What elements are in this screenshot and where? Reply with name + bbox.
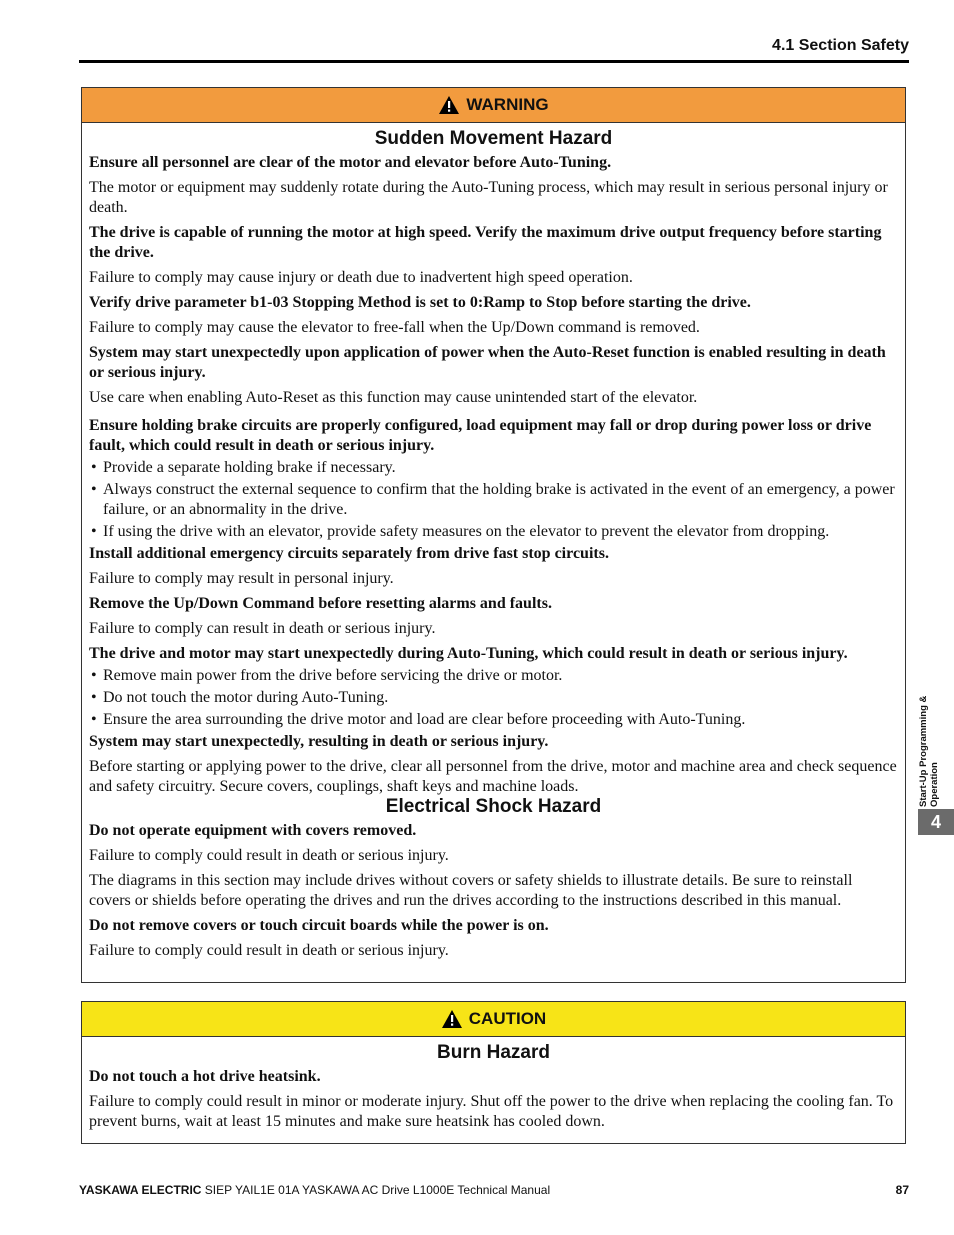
body-text: Failure to comply may cause the elevator to free-fall when the Up/Down command is removed. <box>89 319 700 336</box>
caution-triangle-icon <box>441 1009 463 1029</box>
bullet-list <box>89 666 898 730</box>
body-text: Failure to comply may result in personal injury. <box>89 570 394 587</box>
warning-box <box>81 87 906 983</box>
chapter-tab: 4 <box>918 809 954 835</box>
footer-brand: YASKAWA ELECTRIC <box>79 1183 202 1197</box>
bullet-list <box>89 458 898 542</box>
body-text: Failure to comply could result in death or serious injury. <box>89 847 449 864</box>
caution-box <box>81 1001 906 1144</box>
bold-statement: Ensure all personnel are clear of the motor and elevator before Auto-Tuning. <box>89 154 612 171</box>
body-text: The motor or equipment may suddenly rotate during the Auto-Tuning process, which may result in serious personal injury or death. <box>89 179 888 216</box>
body-text: Failure to comply could result in minor or moderate injury. Shut off the power to the drive when replacing the cooling fan. To prevent burns, wait at least 15 minutes and make sure heatsink has cooled down. <box>89 1093 894 1130</box>
side-tab-label: Start-Up Programming & Operation <box>918 695 940 807</box>
hazard-title-burn: Burn Hazard <box>437 1042 550 1063</box>
body-text: The diagrams in this section may include drives without covers or safety shields to illustrate details. Be sure to reinstall covers or shields before operating the drives and run the drives according to the instructions described in this manual. <box>89 872 853 909</box>
bold-statement: Do not operate equipment with covers removed. <box>89 822 417 839</box>
warning-content <box>82 127 905 961</box>
bold-statement: Install additional emergency circuits separately from drive fast stop circuits. <box>89 545 609 562</box>
page-footer <box>79 1183 909 1197</box>
body-text: Failure to comply could result in death or serious injury. <box>89 942 449 959</box>
header-rule <box>79 60 909 63</box>
bold-statement: Do not remove covers or touch circuit boards while the power is on. <box>89 917 549 934</box>
body-text: Use care when enabling Auto-Reset as this function may cause unintended start of the elevator. <box>89 389 698 406</box>
caution-banner <box>82 1002 905 1037</box>
footer-doc-title: SIEP YAIL1E 01A YASKAWA AC Drive L1000E Technical Manual <box>201 1183 551 1197</box>
bold-statement: System may start unexpectedly upon application of power when the Auto-Reset function is enabled resulting in death or serious injury. <box>89 344 886 381</box>
body-text: Failure to comply can result in death or serious injury. <box>89 620 436 637</box>
bold-statement: The drive is capable of running the motor at high speed. Verify the maximum drive output frequency before starting the drive. <box>89 224 882 261</box>
bold-statement: System may start unexpectedly, resulting in death or serious injury. <box>89 733 549 750</box>
bold-statement: The drive and motor may start unexpectedly during Auto-Tuning, which could result in death or serious injury. <box>89 645 848 662</box>
warning-label: WARNING <box>466 95 549 114</box>
bold-statement: Verify drive parameter b1-03 Stopping Method is set to 0:Ramp to Stop before starting the drive. <box>89 294 751 311</box>
caution-content <box>82 1041 905 1132</box>
page-number: 87 <box>895 1183 909 1197</box>
list-item: • Provide a separate holding brake if necessary. <box>89 458 898 478</box>
hazard-title-movement: Sudden Movement Hazard <box>374 128 613 149</box>
bold-statement: Do not touch a hot drive heatsink. <box>89 1068 321 1085</box>
bold-statement: Ensure holding brake circuits are properly configured, load equipment may fall or drop during power loss or drive fault, which could result in death or serious injury. <box>89 417 872 454</box>
list-item: • Do not touch the motor during Auto-Tuning. <box>89 688 898 708</box>
list-item: • Remove main power from the drive before servicing the drive or motor. <box>89 666 898 686</box>
body-text: Failure to comply may cause injury or death due to inadvertent high speed operation. <box>89 269 633 286</box>
warning-triangle-icon <box>438 95 460 115</box>
body-text: Before starting or applying power to the drive, clear all personnel from the drive, motor and machine area and check sequence and safety circuitry. Secure covers, couplings, shaft keys and machine loads. <box>89 758 897 795</box>
list-item: • Ensure the area surrounding the drive motor and load are clear before proceeding with Auto-Tuning. <box>89 710 898 730</box>
warning-banner <box>82 88 905 123</box>
hazard-title-shock: Electrical Shock Hazard <box>385 796 602 817</box>
section-title: 4.1 Section Safety <box>772 37 909 54</box>
list-item: • If using the drive with an elevator, provide safety measures on the elevator to prevent the elevator from dropping. <box>89 522 898 542</box>
caution-label: CAUTION <box>468 1009 547 1028</box>
bold-statement: Remove the Up/Down Command before resetting alarms and faults. <box>89 595 552 612</box>
list-item: • Always construct the external sequence to confirm that the holding brake is activated in the event of an emergency, a power failure, or an abnormality in the drive. <box>89 480 898 520</box>
